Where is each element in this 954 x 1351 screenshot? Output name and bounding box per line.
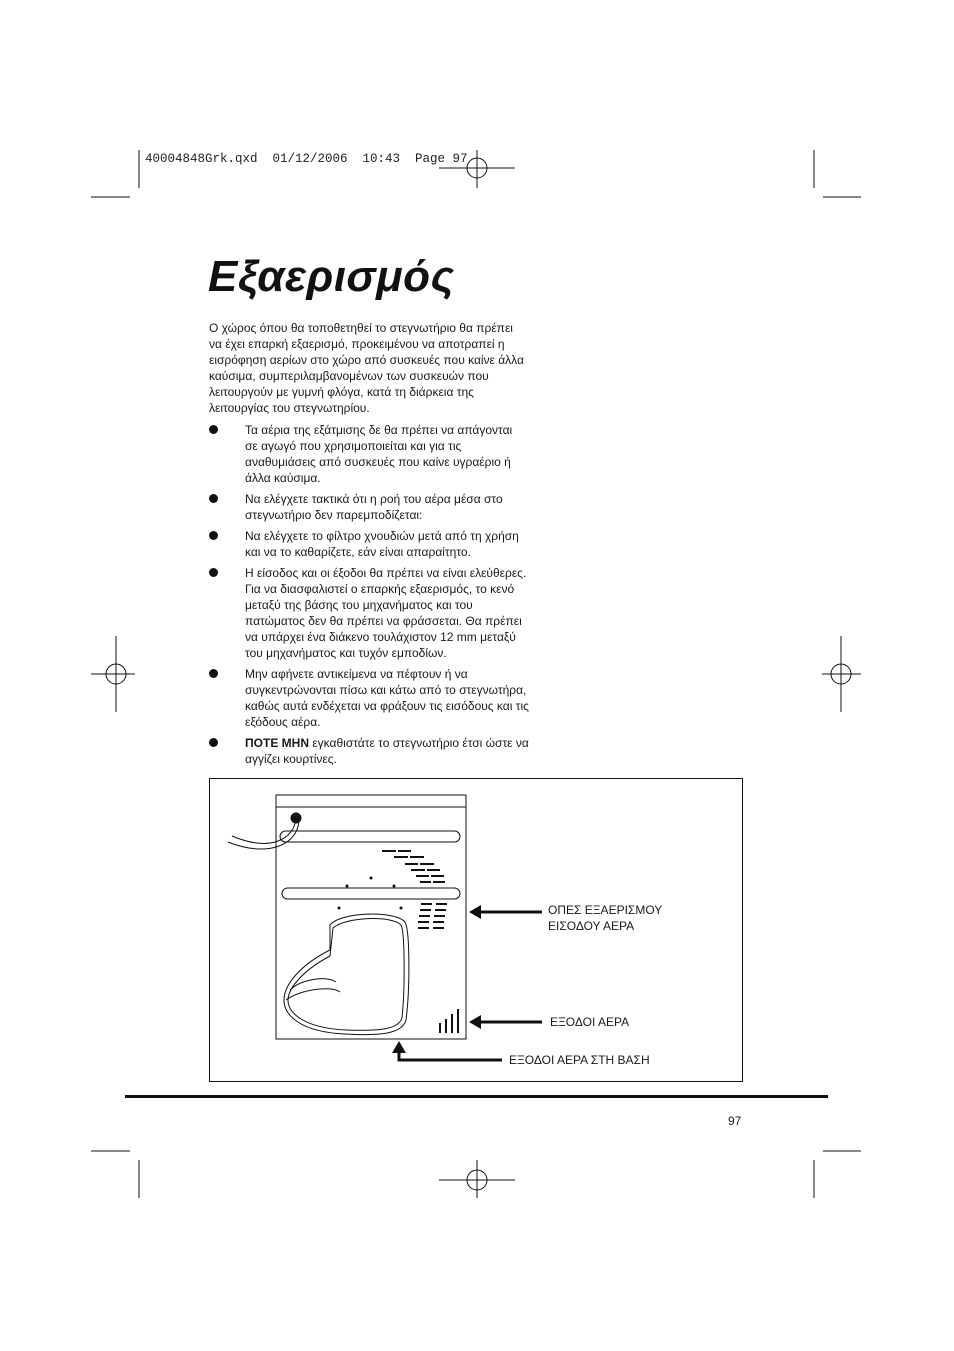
air-inlet-vents bbox=[418, 904, 447, 928]
intro-line: να έχει επαρκή εξαερισμό, προκειμένου να αποτραπεί η bbox=[209, 337, 505, 351]
intro-line: λειτουργούν με γυμνή φλόγα, κατά τη διάρκεια της bbox=[209, 385, 474, 399]
warning-emphasis: ΠΟΤΕ ΜΗΝ bbox=[245, 736, 309, 750]
bullet-line: εξόδους αέρα. bbox=[245, 715, 321, 729]
bullet-line: αγγίζει κουρτίνες. bbox=[245, 752, 337, 766]
vent-slots-upper bbox=[382, 851, 445, 882]
air-outlet-bars bbox=[440, 1009, 458, 1033]
bullet-line: Να ελέγχετε τακτικά ότι η ροή του αέρα μέσα στο bbox=[245, 492, 503, 506]
bullet-line: Να ελέγχετε το φίλτρο χνουδιών μετά από τη χρήση bbox=[245, 529, 519, 543]
bullet-line: συγκεντρώνονται πίσω και κάτω από το στεγνωτήρα, bbox=[245, 683, 527, 697]
bullet-line: μεταξύ της βάσης του μηχανήματος και του bbox=[245, 598, 473, 612]
bullet-line: Για να διασφαλιστεί ο επαρκής εξαερισμός, το κενό bbox=[245, 582, 515, 596]
intro-line: εισρόφηση αερίων στο χώρο από συσκευές που καίνε άλλα bbox=[209, 353, 524, 367]
intro-line: καύσιμα, συμπεριλαμβανομένων των συσκευών που bbox=[209, 369, 489, 383]
bullet-line-rest: εγκαθιστάτε το στεγνωτήριο έτσι ώστε να bbox=[309, 736, 529, 750]
bullet-line: σε αγωγό που χρησιμοποιείται και για τις bbox=[245, 439, 462, 453]
label-inlet-line1: ΟΠΕΣ ΕΞΑΕΡΙΣΜΟΥ bbox=[548, 903, 663, 917]
footer-rule bbox=[125, 1095, 828, 1098]
bullet-line: καθώς αυτά ενδέχεται να φράξουν τις εισόδους και τις bbox=[245, 699, 529, 713]
label-inlet-vents bbox=[548, 902, 662, 934]
bullet-line: του μηχανήματος και τυχόν εμποδίων. bbox=[245, 646, 447, 660]
label-inlet-line2: ΕΙΣΟΔΟΥ ΑΕΡΑ bbox=[548, 919, 635, 933]
bullet-line: στεγνωτήριο δεν παρεμποδίζεται: bbox=[245, 508, 423, 522]
bullet-line: να υπάρχει ένα διάκενο τουλάχιστον 12 mm μεταξύ bbox=[245, 630, 516, 644]
label-air-outlets: ΕΞΟΔΟΙ ΑΕΡΑ bbox=[550, 1015, 630, 1029]
bullet-line: Η είσοδος και οι έξοδοι θα πρέπει να είναι ελεύθερες. bbox=[245, 566, 527, 580]
intro-line: Ο χώρος όπου θα τοποθετηθεί το στεγνωτήριο θα πρέπει bbox=[209, 321, 513, 335]
page-title: Εξαερισμός bbox=[208, 252, 455, 301]
bullet-line: Μην αφήνετε αντικείμενα να πέφτουν ή να bbox=[245, 667, 468, 681]
dryer-door bbox=[284, 914, 409, 1035]
bullet-line: άλλα καύσιμα. bbox=[245, 471, 321, 485]
label-base-outlets: ΕΞΟΔΟΙ ΑΕΡΑ ΣΤΗ ΒΑΣΗ bbox=[509, 1053, 650, 1067]
bullet-line: και να το καθαρίζετε, εάν είναι απαραίτητο. bbox=[245, 545, 471, 559]
arrow-inlet bbox=[469, 905, 542, 919]
bullet-line: αναθυμιάσεις από συσκευές που καίνε υγραέριο ή bbox=[245, 455, 511, 469]
control-panel-strip bbox=[280, 831, 460, 842]
page-number: 97 bbox=[728, 1114, 742, 1128]
arrow-base bbox=[392, 1041, 502, 1060]
bullet-line: Τα αέρια της εξάτμισης δε θα πρέπει να απάγονται bbox=[245, 423, 513, 437]
file-slug-line: 40004848Grk.qxd 01/12/2006 10:43 Page 97 bbox=[145, 152, 468, 166]
bullet-line: πατώματος δεν θα πρέπει να φράσσεται. Θα πρέπει bbox=[245, 614, 522, 628]
arrow-outlet bbox=[469, 1015, 542, 1029]
intro-line: λειτουργίας του στεγνωτηρίου. bbox=[209, 401, 370, 415]
door-strip bbox=[282, 888, 460, 899]
